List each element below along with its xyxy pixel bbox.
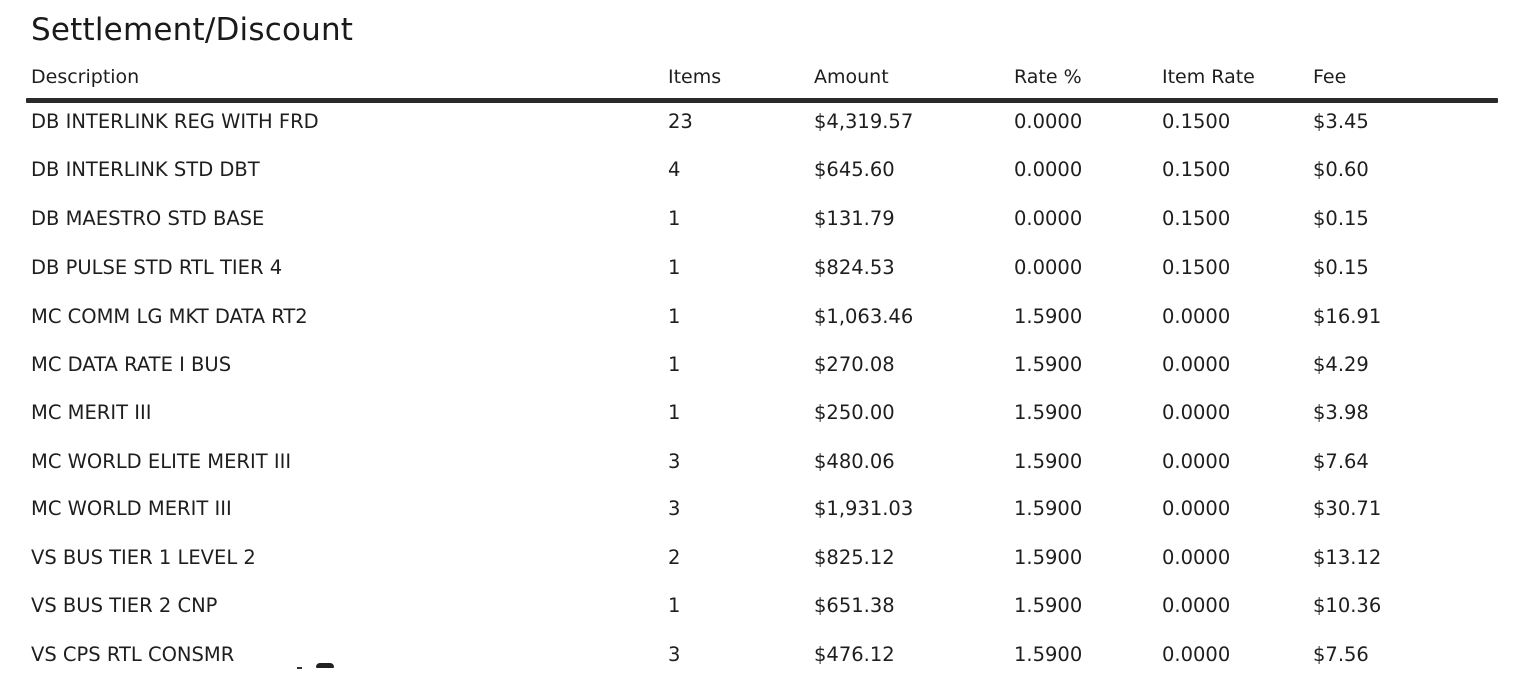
cell-item-rate: 0.0000 xyxy=(1162,594,1231,617)
cell-items: 4 xyxy=(668,158,681,181)
cell-items: 1 xyxy=(668,353,681,376)
cell-items: 1 xyxy=(668,305,681,328)
cell-fee: $7.64 xyxy=(1313,450,1369,473)
cell-fee: $0.60 xyxy=(1313,158,1369,181)
table-row xyxy=(0,256,1520,288)
cell-item-rate: 0.0000 xyxy=(1162,305,1231,328)
cell-item-rate: 0.0000 xyxy=(1162,643,1231,666)
cell-fee: $10.36 xyxy=(1313,594,1382,617)
cell-amount: $825.12 xyxy=(814,546,895,569)
cell-amount: $1,931.03 xyxy=(814,497,914,520)
cell-description: MC WORLD ELITE MERIT III xyxy=(31,450,292,473)
cell-description: DB PULSE STD RTL TIER 4 xyxy=(31,256,283,279)
header-divider xyxy=(26,98,1498,103)
table-row xyxy=(0,158,1520,190)
cell-rate-pct: 1.5900 xyxy=(1014,401,1083,424)
cell-item-rate: 0.1500 xyxy=(1162,110,1231,133)
cell-rate-pct: 1.5900 xyxy=(1014,450,1083,473)
table-row xyxy=(0,594,1520,626)
cell-items: 2 xyxy=(668,546,681,569)
cell-rate-pct: 1.5900 xyxy=(1014,643,1083,666)
cell-rate-pct: 0.0000 xyxy=(1014,207,1083,230)
cell-description: MC MERIT III xyxy=(31,401,152,424)
cell-items: 1 xyxy=(668,207,681,230)
cell-amount: $651.38 xyxy=(814,594,895,617)
cell-description: MC COMM LG MKT DATA RT2 xyxy=(31,305,308,328)
cell-description: VS CPS RTL CONSMR xyxy=(31,643,235,666)
table-row xyxy=(0,643,1520,675)
cell-fee: $3.98 xyxy=(1313,401,1369,424)
cell-rate-pct: 0.0000 xyxy=(1014,158,1083,181)
cell-rate-pct: 1.5900 xyxy=(1014,353,1083,376)
cell-item-rate: 0.1500 xyxy=(1162,158,1231,181)
column-header-description: Description xyxy=(31,66,140,88)
cell-items: 1 xyxy=(668,256,681,279)
column-header-amount: Amount xyxy=(814,66,889,88)
cell-item-rate: 0.1500 xyxy=(1162,207,1231,230)
table-row xyxy=(0,497,1520,529)
cell-amount: $824.53 xyxy=(814,256,895,279)
cell-rate-pct: 1.5900 xyxy=(1014,305,1083,328)
cell-fee: $0.15 xyxy=(1313,207,1369,230)
cell-items: 3 xyxy=(668,643,681,666)
table-row xyxy=(0,401,1520,433)
cell-items: 1 xyxy=(668,594,681,617)
table-row xyxy=(0,353,1520,385)
cell-item-rate: 0.0000 xyxy=(1162,450,1231,473)
column-header-items: Items xyxy=(668,66,722,88)
cell-fee: $7.56 xyxy=(1313,643,1369,666)
cell-description: MC WORLD MERIT III xyxy=(31,497,232,520)
cell-items: 3 xyxy=(668,450,681,473)
table-row xyxy=(0,546,1520,578)
cell-amount: $480.06 xyxy=(814,450,895,473)
cell-description: VS BUS TIER 2 CNP xyxy=(31,594,218,617)
section-title: Settlement/Discount xyxy=(31,12,354,48)
cell-item-rate: 0.0000 xyxy=(1162,546,1231,569)
cell-description: MC DATA RATE I BUS xyxy=(31,353,232,376)
cell-amount: $1,063.46 xyxy=(814,305,914,328)
cell-amount: $476.12 xyxy=(814,643,895,666)
cell-item-rate: 0.1500 xyxy=(1162,256,1231,279)
cell-item-rate: 0.0000 xyxy=(1162,497,1231,520)
scan-artifact xyxy=(297,667,302,669)
cell-items: 3 xyxy=(668,497,681,520)
cell-amount: $250.00 xyxy=(814,401,895,424)
cell-fee: $13.12 xyxy=(1313,546,1382,569)
cell-rate-pct: 1.5900 xyxy=(1014,594,1083,617)
cell-fee: $3.45 xyxy=(1313,110,1369,133)
cell-description: DB MAESTRO STD BASE xyxy=(31,207,265,230)
cell-description: DB INTERLINK REG WITH FRD xyxy=(31,110,319,133)
cell-rate-pct: 0.0000 xyxy=(1014,256,1083,279)
cell-amount: $270.08 xyxy=(814,353,895,376)
cell-amount: $131.79 xyxy=(814,207,895,230)
cell-fee: $4.29 xyxy=(1313,353,1369,376)
table-row xyxy=(0,450,1520,482)
cell-rate-pct: 0.0000 xyxy=(1014,110,1083,133)
column-header-fee: Fee xyxy=(1313,66,1347,88)
cell-description: DB INTERLINK STD DBT xyxy=(31,158,260,181)
cell-description: VS BUS TIER 1 LEVEL 2 xyxy=(31,546,256,569)
cell-item-rate: 0.0000 xyxy=(1162,353,1231,376)
table-header-row xyxy=(0,66,1520,96)
table-row xyxy=(0,305,1520,337)
cell-items: 23 xyxy=(668,110,693,133)
table-row xyxy=(0,110,1520,142)
cell-amount: $4,319.57 xyxy=(814,110,914,133)
cell-fee: $30.71 xyxy=(1313,497,1382,520)
cell-rate-pct: 1.5900 xyxy=(1014,546,1083,569)
cell-items: 1 xyxy=(668,401,681,424)
column-header-item-rate: Item Rate xyxy=(1162,66,1255,88)
cell-fee: $16.91 xyxy=(1313,305,1382,328)
cell-amount: $645.60 xyxy=(814,158,895,181)
cell-rate-pct: 1.5900 xyxy=(1014,497,1083,520)
column-header-rate-pct: Rate % xyxy=(1014,66,1082,88)
cell-item-rate: 0.0000 xyxy=(1162,401,1231,424)
scan-artifact xyxy=(316,663,334,668)
table-row xyxy=(0,207,1520,239)
cell-fee: $0.15 xyxy=(1313,256,1369,279)
